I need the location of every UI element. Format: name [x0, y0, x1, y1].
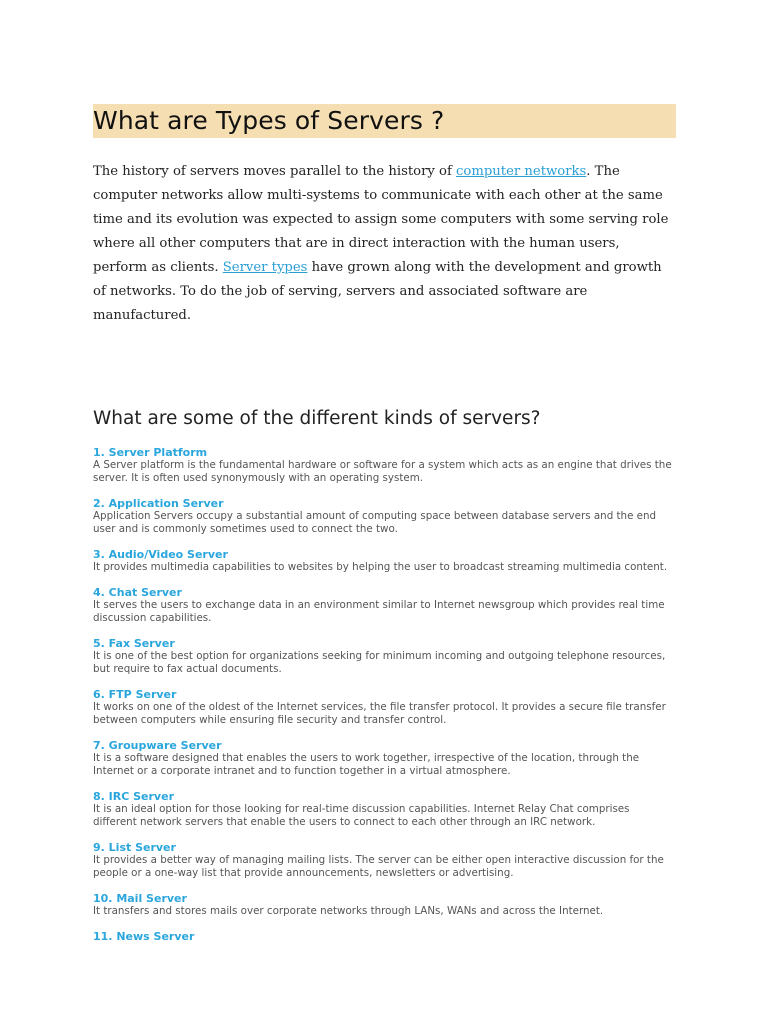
item-title: 2. Application Server: [93, 497, 224, 511]
intro-text-3: have grown along with the development and growth of networks. To do the job of serving, servers and associated software are manufactured.: [93, 260, 662, 323]
item-description: It provides a better way of managing mailing lists. The server can be either open interactive discussion for the people or a one-way list that provide announcements, newsletters or advertising.: [93, 854, 664, 880]
item-description: It is an ideal option for those looking for real-time discussion capabilities. Internet Relay Chat comprises different network servers that enable the users to connect to each other through an IRC network.: [93, 803, 630, 829]
item-description: It serves the users to exchange data in an environment similar to Internet newsgroup which provides real time discussion capabilities.: [93, 599, 665, 625]
intro-text-1: The history of servers moves parallel to the history of: [93, 164, 457, 179]
item-description: It is one of the best option for organizations seeking for minimum incoming and outgoing telephone resources, but require to fax actual documents.: [93, 650, 666, 676]
item-description: A Server platform is the fundamental hardware or software for a system which acts as an engine that drives the server. It is often used synonymously with an operating system.: [93, 459, 672, 485]
item-title: 10. Mail Server: [93, 892, 187, 906]
item-description: Application Servers occupy a substantial amount of computing space between database servers and the end user and is commonly sometimes used to connect the two.: [93, 510, 657, 536]
item-title: 1. Server Platform: [93, 446, 208, 460]
list-item: [93, 637, 676, 676]
list-item: [93, 497, 676, 536]
computer-networks-link[interactable]: computer networks: [456, 164, 587, 179]
intro-text-2: . The computer networks allow multi-systems to communicate with each other at the same time and its evolution was expected to assign some computers with some serving role where all other computers that are in direct interaction with the human users, perform as clients.: [93, 164, 669, 275]
item-title: 7. Groupware Server: [93, 739, 222, 753]
list-item: [93, 892, 676, 918]
item-title: 9. List Server: [93, 841, 176, 855]
item-description: It works on one of the oldest of the Internet services, the file transfer protocol. It provides a secure file transfer between computers while ensuring file security and transfer control.: [93, 701, 666, 727]
item-title: 6. FTP Server: [93, 688, 177, 702]
title-banner: [93, 104, 676, 138]
item-title: 3. Audio/Video Server: [93, 548, 228, 562]
item-title: 4. Chat Server: [93, 586, 182, 600]
section-heading: What are some of the different kinds of servers?: [93, 408, 541, 429]
list-item: [93, 688, 676, 727]
list-item: [93, 841, 676, 880]
page-title: What are Types of Servers ?: [93, 106, 445, 135]
list-item: [93, 548, 676, 574]
item-title: 5. Fax Server: [93, 637, 175, 651]
item-description: It transfers and stores mails over corporate networks through LANs, WANs and across the Internet.: [93, 905, 604, 918]
item-description: It is a software designed that enables the users to work together, irrespective of the location, through the Internet or a corporate intranet and to function together in a virtual atmosphere.: [93, 752, 640, 778]
list-item: [93, 586, 676, 625]
document-page: [93, 104, 676, 955]
list-item: [93, 930, 676, 943]
server-types-list: [93, 446, 676, 943]
item-description: It provides multimedia capabilities to websites by helping the user to broadcast streaming multimedia content.: [93, 561, 668, 574]
item-title: 11. News Server: [93, 930, 195, 944]
list-item: [93, 739, 676, 778]
list-item: [93, 446, 676, 485]
intro-paragraph: [93, 160, 676, 328]
server-types-link[interactable]: Server types: [222, 260, 308, 275]
list-item: [93, 790, 676, 829]
item-title: 8. IRC Server: [93, 790, 174, 804]
